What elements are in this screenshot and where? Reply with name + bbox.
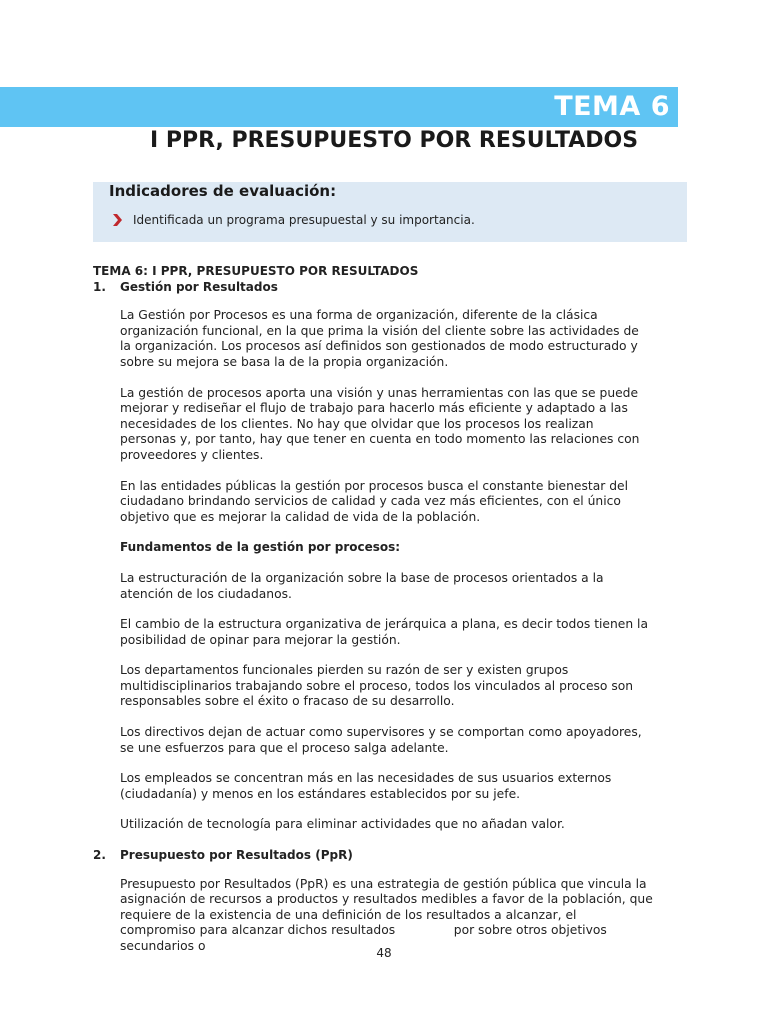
indicator-item-text: Identificada un programa presupuestal y su importancia. [133,213,475,227]
fundamento-item: Los departamentos funcionales pierden su razón de ser y existen grupos multidisciplinarios trabajando sobre el proceso, todos los vinculados al proceso son responsables sobre el éxito o fracaso de su desarrollo. [120,663,634,709]
section-1-heading [93,280,653,296]
fundamento-item: La estructuración de la organización sobre la base de procesos orientados a la atención de los ciudadanos. [120,570,604,601]
fundamento-item: Los empleados se concentran más en las necesidades de sus usuarios externos (ciudadanía) y menos en los estándares establecidos por su jefe. [120,771,612,801]
tema-header-bar [0,87,678,127]
paragraph: Presupuesto por Resultados (PpR) es una estrategia de gestión pública que vincula la asignación de recursos a productos y resultados medibles a favor de la población, que requiere de la existencia de una definición de los resultados a alcanzar, el compromiso para alcanzar dichos resultados por sobre otros objetivos secundarios o [120,876,657,953]
paragraph: En las entidades públicas la gestión por procesos busca el constante bienestar del ciudadano brindando servicios de calidad y cada vez más eficientes, con el único objetivo que es mejorar la calidad de vida de la población. [120,478,628,524]
paragraph: La Gestión por Procesos es una forma de organización, diferente de la clásica organización funcional, en la que prima la visión del cliente sobre las actividades de la organización. Los procesos así definidos son gestionados de modo estructurado y sobre su mejora se basa la de la propia organización. [120,308,639,369]
fundamento-item: Los directivos dejan de actuar como supervisores y se comportan como apoyadores, se une esfuerzos para que el proceso salga adelante. [120,725,642,755]
document-body [93,264,657,970]
section-2-heading [93,848,653,864]
tema-label: TEMA 6 [554,91,670,122]
section-heading: TEMA 6: I PPR, PRESUPUESTO POR RESULTADOS [93,264,419,278]
section-2-body [93,876,657,955]
section-1-body [93,308,653,833]
section-1-number: 1. [93,279,106,294]
fundamento-item: El cambio de la estructura organizativa de jerárquica a plana, es decir todos tienen la posibilidad de opinar para mejorar la gestión. [120,617,649,647]
indicators-title: Indicadores de evaluación: [109,182,337,200]
page-title: I PPR, PRESUPUESTO POR RESULTADOS [150,128,639,153]
indicators-box [93,182,687,242]
paragraph: La gestión de procesos aporta una visión y unas herramientas con las que se puede mejorar y rediseñar el flujo de trabajo para hacerlo más eficiente y adaptado a las necesidades de los clientes. No hay que olvidar que los procesos los realizan personas y, por tanto, hay que tener en cuenta en todo momento las relaciones con proveedores y clientes. [120,385,640,462]
chevron-right-icon [111,214,123,226]
section-2-title: Presupuesto por Resultados (PpR) [120,848,353,863]
fundamentos-subheading: Fundamentos de la gestión por procesos: [120,540,401,555]
indicator-item [133,213,475,227]
fundamento-item: Utilización de tecnología para eliminar actividades que no añadan valor. [120,817,565,832]
page-number: 48 [376,946,392,960]
section-2-number: 2. [93,848,106,863]
section-1-title: Gestión por Resultados [120,279,278,294]
